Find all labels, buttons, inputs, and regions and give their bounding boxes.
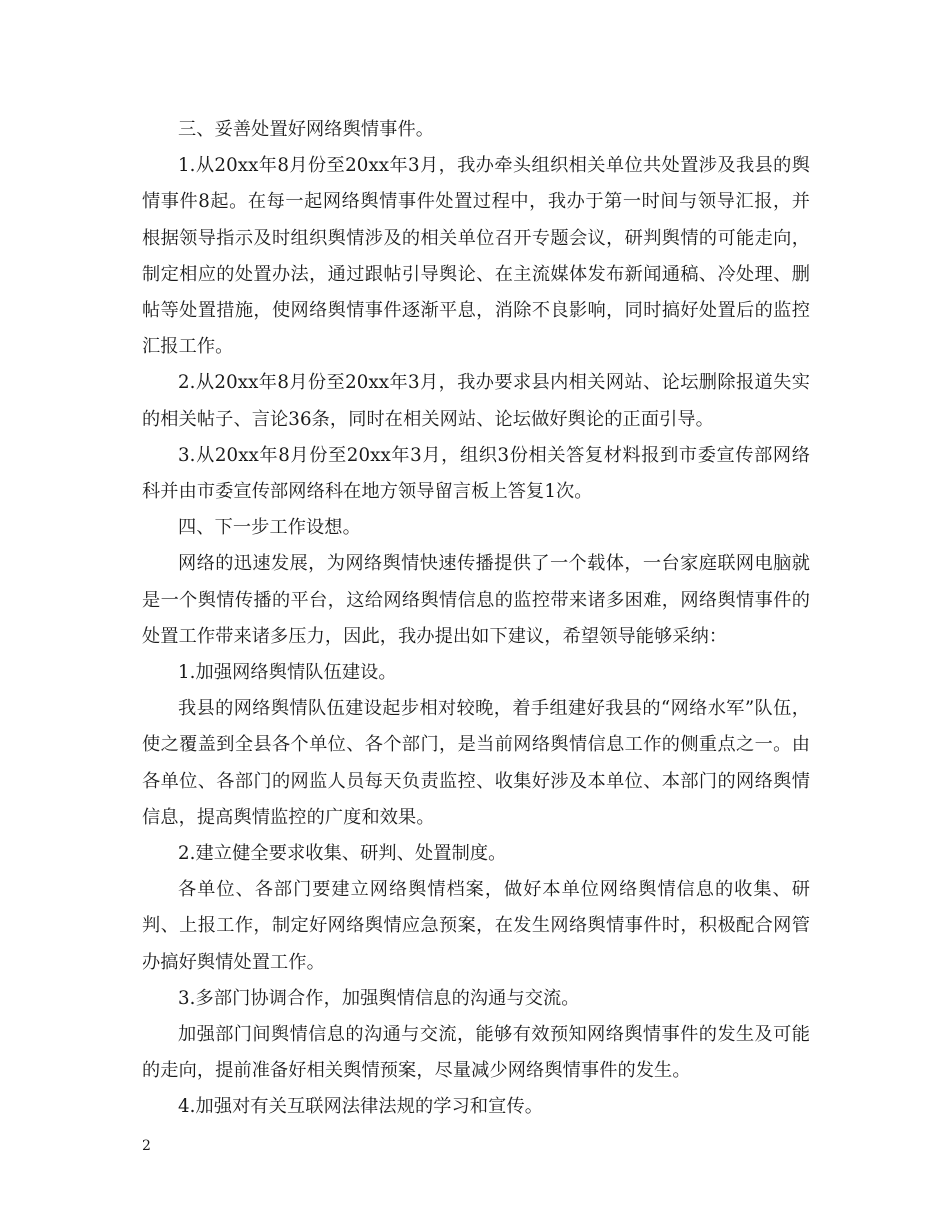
subheading-2: 2.建立健全要求收集、研判、处置制度。 — [178, 843, 507, 865]
paragraph-archives: 各单位、各部门要建立网络舆情档案，做好本单位网络舆情信息的收集、研判、上报工作，制定好网络舆情应急预案，在发生网络舆情事件时，积极配合网管办搞好舆情处置工作。 — [142, 879, 810, 973]
paragraph-item-2: 2.从20xx年8月份至20xx年3月，我办要求县内相关网站、论坛删除报道失实的相关帖子、言论36条，同时在相关网站、论坛做好舆论的正面引导。 — [142, 372, 810, 430]
paragraph-item-3: 3.从20xx年8月份至20xx年3月，组织3份相关答复材料报到市委宣传部网络科并由市委宣传部网络科在地方领导留言板上答复1次。 — [142, 444, 810, 503]
section-heading-3: 三、妥善处置好网络舆情事件。 — [178, 119, 435, 140]
document-body — [142, 112, 810, 1126]
subheading-4: 4.加强对有关互联网法律法规的学习和宣传。 — [178, 1096, 544, 1118]
paragraph-item-1: 1.从20xx年8月份至20xx年3月，我办牵头组织相关单位共处置涉及我县的舆情事件8起。在每一起网络舆情事件处置过程中，我办于第一时间与领导汇报，并根据领导指示及时组织舆情涉及的相关单位召开专题会议，研判舆情的可能走向，制定相应的处置办法，通过跟帖引导舆论、在主流媒体发布新闻通稿、冷处理、删帖等处置措施，使网络舆情事件逐渐平息，消除不良影响，同时搞好处置后的监控汇报工作。 — [142, 155, 810, 358]
subheading-1: 1.加强网络舆情队伍建设。 — [178, 662, 397, 684]
subheading-3: 3.多部门协调合作，加强舆情信息的沟通与交流。 — [178, 987, 580, 1009]
paragraph-communication: 加强部门间舆情信息的沟通与交流，能够有效预知网络舆情事件的发生及可能的走向，提前准备好相关舆情预案，尽量减少网络舆情事件的发生。 — [142, 1024, 810, 1082]
paragraph-intro: 网络的迅速发展，为网络舆情快速传播提供了一个载体，一台家庭联网电脑就是一个舆情传播的平台，这给网络舆情信息的监控带来诸多困难，网络舆情事件的处置工作带来诸多压力，因此，我办提出如下建议，希望领导能够采纳： — [142, 553, 810, 647]
section-heading-4: 四、下一步工作设想。 — [178, 517, 361, 539]
paragraph-team-building: 我县的网络舆情队伍建设起步相对较晚，着手组建好我县的“网络水军”队伍，使之覆盖到全县各个单位、各个部门，是当前网络舆情信息工作的侧重点之一。由各单位、各部门的网监人员每天负责监控、收集好涉及本单位、本部门的网络舆情信息，提高舆情监控的广度和效果。 — [142, 698, 810, 828]
page-number: 2 — [142, 1138, 151, 1154]
